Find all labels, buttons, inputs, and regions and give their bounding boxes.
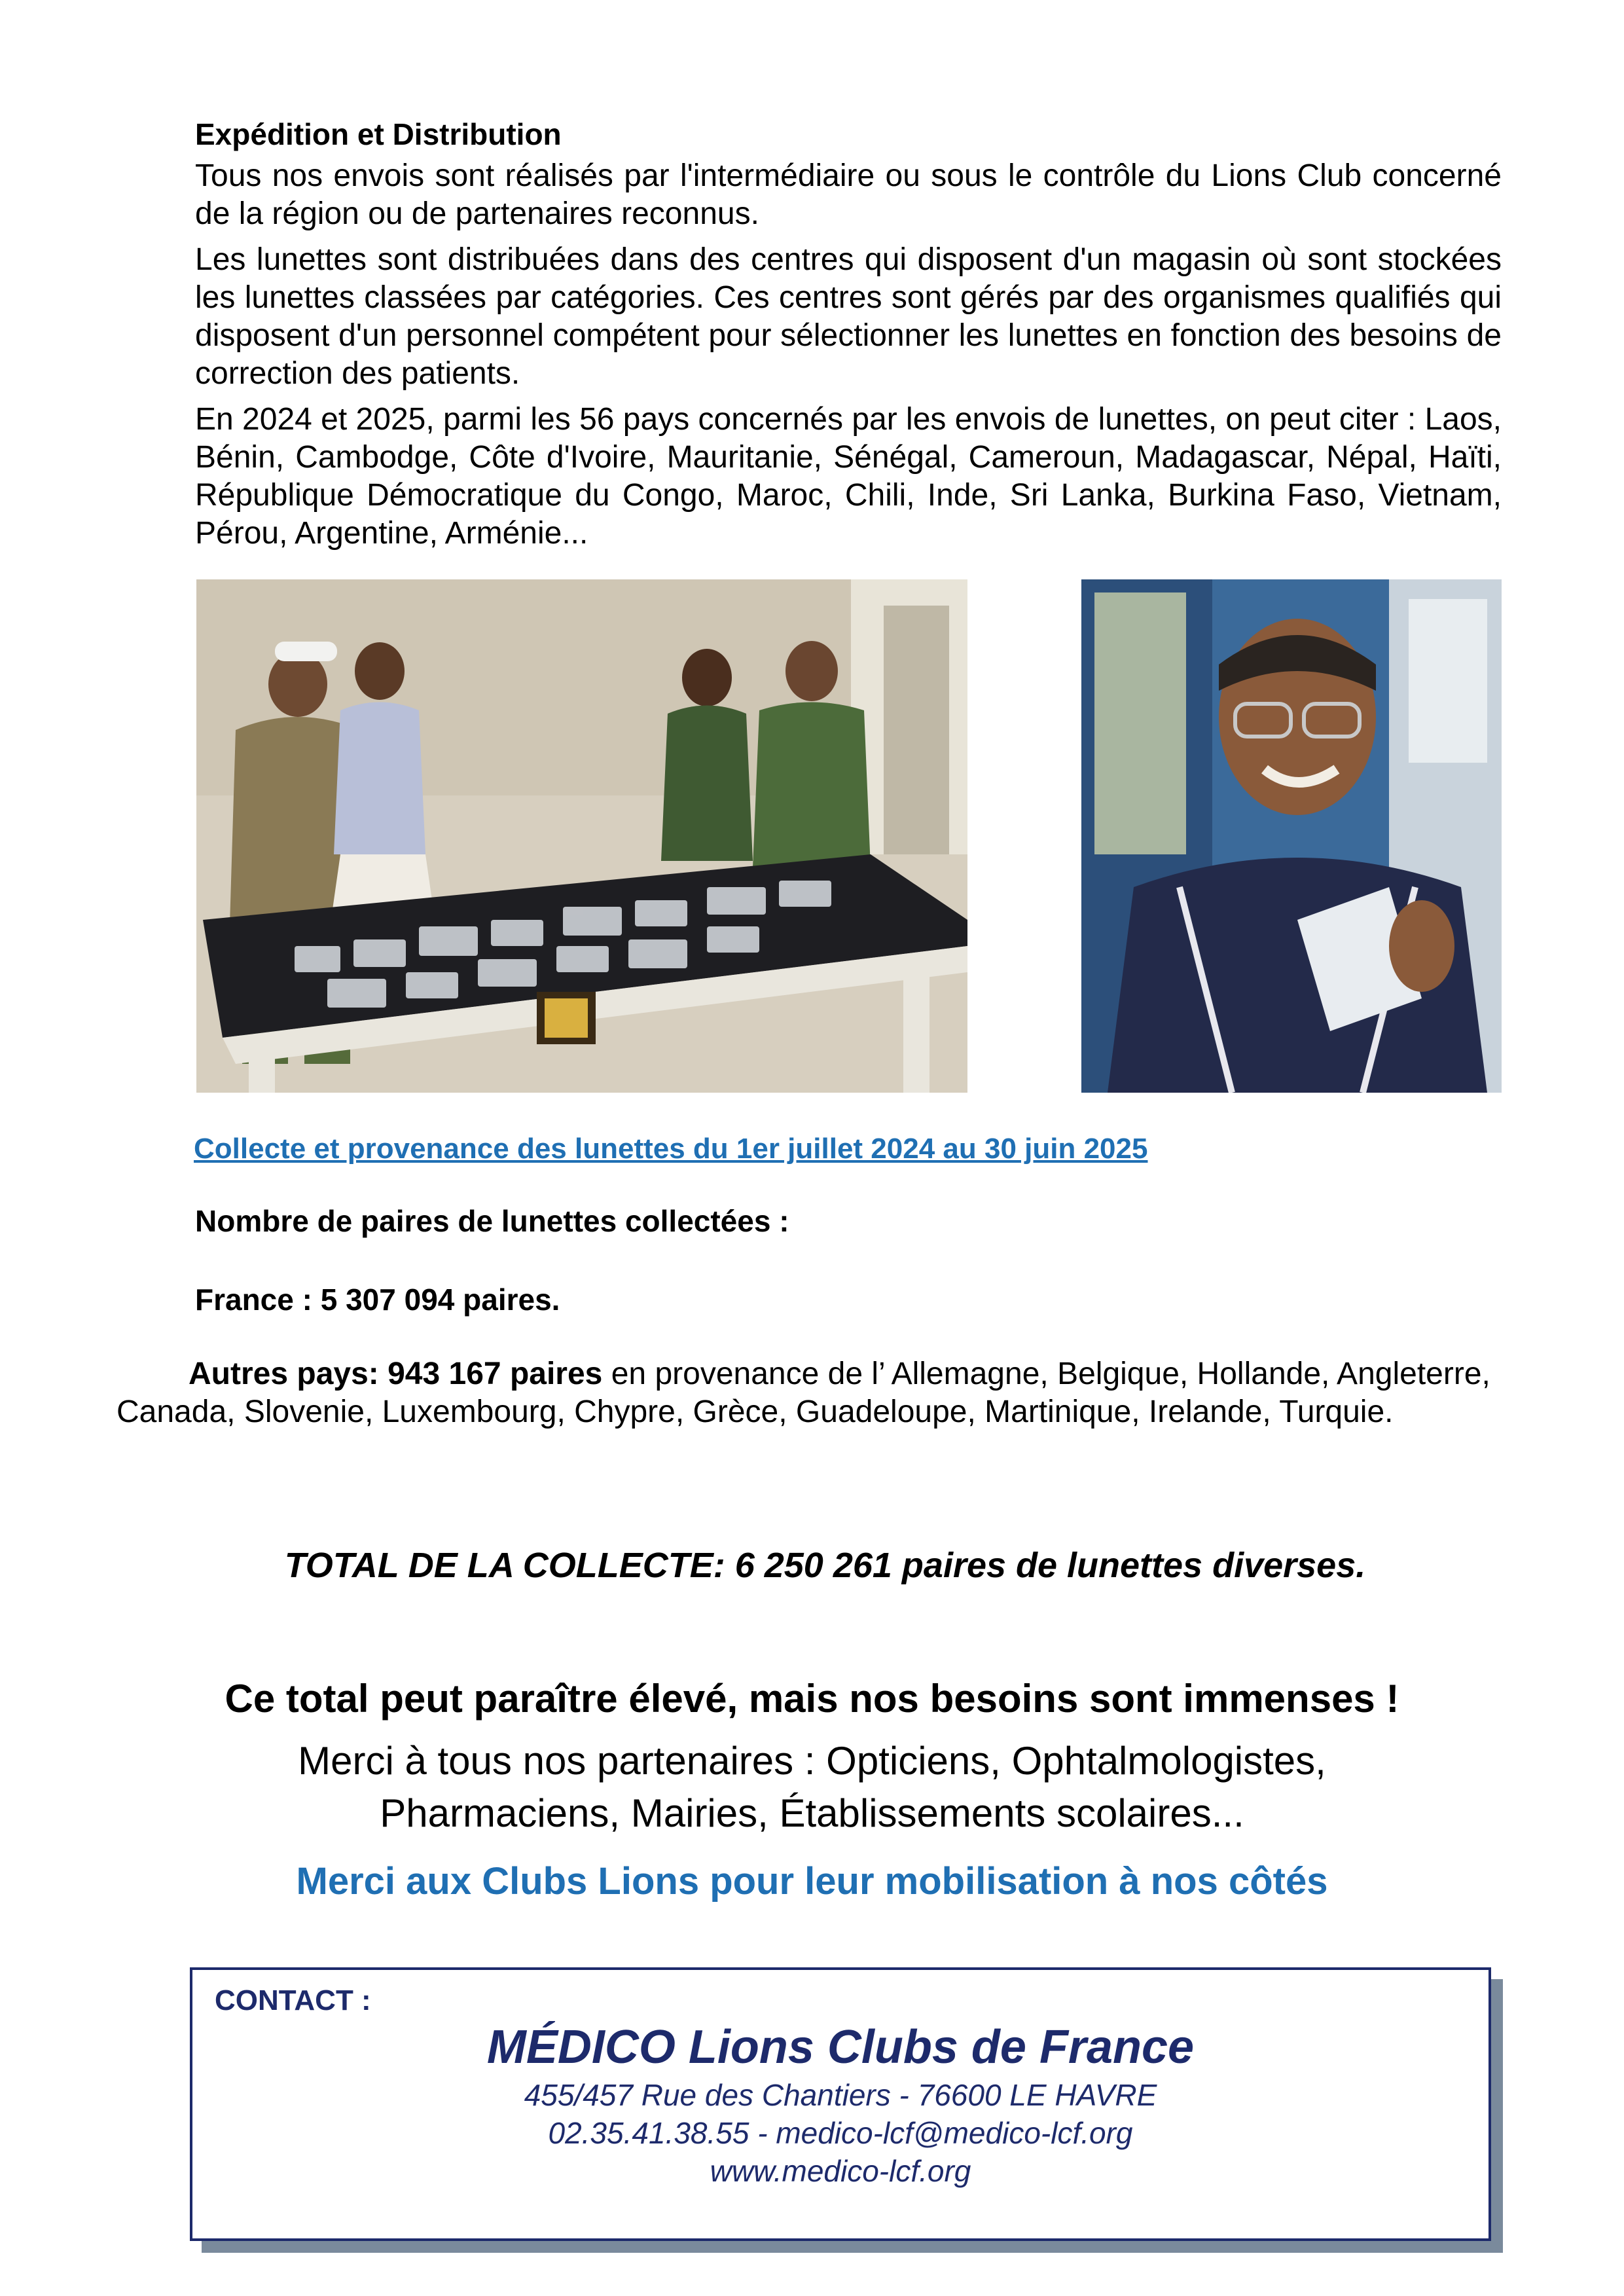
other-countries-paragraph	[117, 1355, 1517, 1431]
photo-beneficiary	[1081, 579, 1502, 1093]
photo-distribution-center	[196, 579, 967, 1093]
collected-count-label: Nombre de paires de lunettes collectées :	[195, 1204, 789, 1238]
partners-thanks-line1: Merci à tous nos partenaires : Opticiens, Ophtalmologistes,	[298, 1739, 1326, 1783]
collect-total: TOTAL DE LA COLLECTE: 6 250 261 paires de lunettes diverses.	[284, 1546, 1366, 1585]
closing-headline: Ce total peut paraître élevé, mais nos besoins sont immenses !	[225, 1677, 1399, 1721]
expedition-section	[195, 117, 1502, 560]
contact-details	[192, 2018, 1489, 2190]
other-countries-list: en provenance de l’ Allemagne, Belgique, Hollande, Angleterre, Canada, Slovenie, Luxembourg, Chypre, Grèce, Guadeloupe, Martinique, Irelande, Turquie.	[117, 1357, 1490, 1429]
contact-org-name: MÉDICO Lions Clubs de France	[486, 2021, 1195, 2073]
other-countries-count: Autres pays: 943 167 paires	[189, 1357, 603, 1391]
france-count: France : 5 307 094 paires.	[195, 1283, 560, 1317]
section-title: Expédition et Distribution	[195, 117, 562, 151]
paragraph-countries: En 2024 et 2025, parmi les 56 pays concernés par les envois de lunettes, on peut citer : Laos, Bénin, Cambodge, Côte d'Ivoire, Mauritanie, Sénégal, Cameroun, Madagascar, Népal, Haïti, République Démocratique du Congo, Maroc, Chili, Inde, Sri Lanka, Burkina Faso, Vietnam, Pérou, Argentine, Arménie...	[195, 402, 1502, 551]
contact-box	[190, 1967, 1491, 2241]
lions-thanks: Merci aux Clubs Lions pour leur mobilisation à nos côtés	[296, 1860, 1328, 1903]
contact-phone-email[interactable]: 02.35.41.38.55 - medico-lcf@medico-lcf.org	[548, 2116, 1133, 2150]
contact-label: CONTACT :	[215, 1984, 371, 2016]
paragraph-shipping: Tous nos envois sont réalisés par l'intermédiaire ou sous le contrôle du Lions Club concerné de la région ou de partenaires reconnus.	[195, 158, 1502, 231]
collect-period-link[interactable]: Collecte et provenance des lunettes du 1er juillet 2024 au 30 juin 2025	[194, 1133, 1148, 1165]
partners-thanks-line2: Pharmaciens, Mairies, Établissements scolaires...	[380, 1791, 1244, 1835]
contact-address: 455/457 Rue des Chantiers - 76600 LE HAVRE	[524, 2078, 1157, 2112]
contact-website-link[interactable]: www.medico-lcf.org	[710, 2154, 971, 2188]
paragraph-distribution: Les lunettes sont distribuées dans des centres qui disposent d'un magasin où sont stockées les lunettes classées par catégories. Ces centres sont gérés par des organismes qualifiés qui disposent d'un personnel compétent pour sélectionner les lunettes en fonction des besoins de correction des patients.	[195, 242, 1502, 391]
